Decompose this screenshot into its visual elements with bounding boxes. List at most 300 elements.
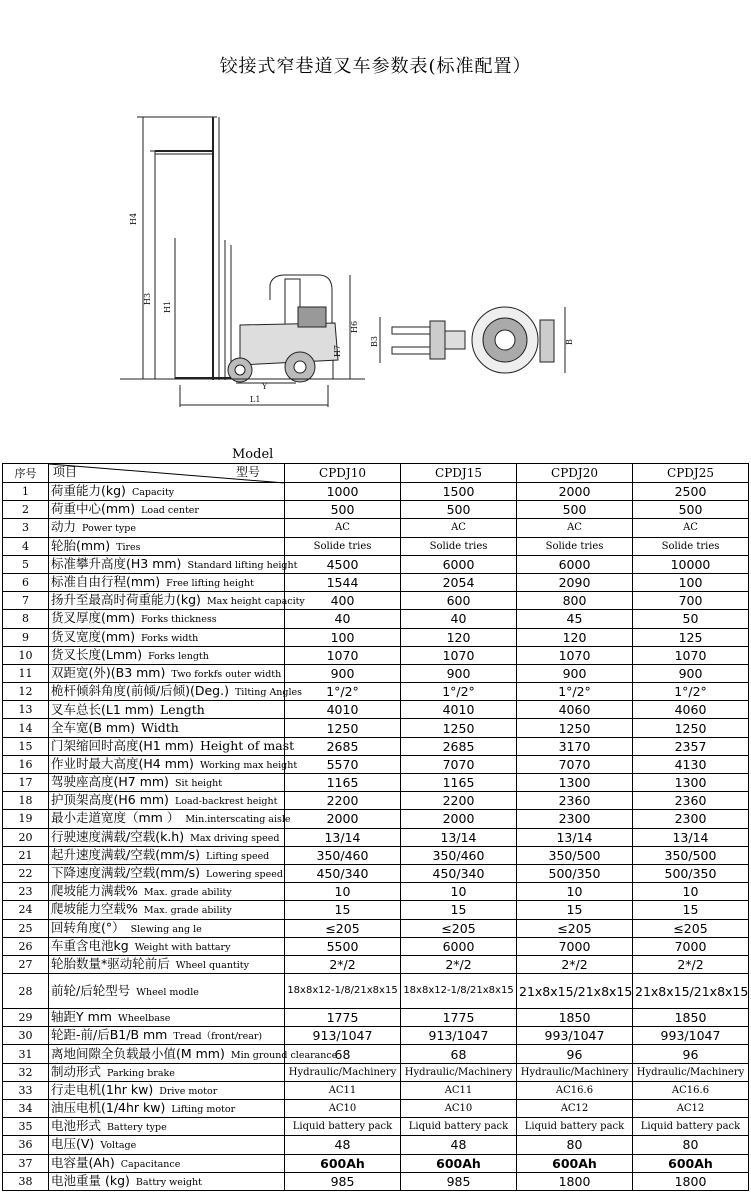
value-cell: AC11 [285,1081,401,1099]
row-number: 9 [3,628,49,646]
table-row [3,1045,749,1063]
row-number: 27 [3,955,49,973]
item-cn: 荷重能力(kg) [51,483,126,499]
row-item [49,610,285,628]
row-item [49,1154,285,1172]
row-item [49,755,298,773]
row-number: 8 [3,610,49,628]
value-cell: 993/1047 [633,1027,749,1045]
item-en: Wheel modle [136,986,199,998]
item-en: Lifting speed [206,850,270,862]
item-en: Voltage [100,1140,137,1152]
value-cell: Solide tries [401,537,517,555]
row-item [49,719,285,737]
table-row [3,719,749,737]
value-cell: 400 [285,592,401,610]
row-item [49,1118,285,1136]
value-cell: 120 [401,628,517,646]
item-cn: 叉车总长(L1 mm) [51,701,154,717]
item-cn: 油压电机(1/4hr kw) [51,1100,166,1116]
value-cell: AC [285,519,401,537]
value-cell: 1070 [285,646,401,664]
value-cell: 4130 [633,755,749,773]
value-cell: Liquid battery pack [517,1118,633,1136]
row-number: 7 [3,592,49,610]
value-cell: 900 [633,664,749,682]
value-cell: Hydraulic/Machinery [401,1063,517,1081]
item-cn: 制动形式 [51,1063,102,1079]
row-number: 15 [3,737,49,755]
row-item [49,937,285,955]
value-cell: 10 [517,883,633,901]
value-cell: Hydraulic/Machinery [517,1063,633,1081]
table-row [3,1009,749,1027]
item-en: Width [141,720,179,736]
value-cell: 4060 [633,701,749,719]
row-item [49,646,285,664]
item-en: Slewing ang le [130,923,202,935]
item-en: Sit height [174,778,223,790]
value-cell: 600Ah [633,1154,749,1172]
h1-label: H1 [163,300,172,313]
item-cn: 护顶架高度(H6 mm) [51,792,169,808]
table-row [3,610,749,628]
value-cell: 40 [401,610,517,628]
value-cell: 1°/2° [285,683,401,701]
value-cell: 3170 [517,737,633,755]
header-model-3: CPDJ20 [517,464,633,483]
table-row [3,646,749,664]
table-row [3,828,749,846]
table-row [3,664,749,682]
value-cell: 1250 [633,719,749,737]
row-number: 31 [3,1045,49,1063]
value-cell: 100 [633,573,749,591]
value-cell: 96 [517,1045,633,1063]
value-cell: AC12 [633,1100,749,1118]
value-cell: 2360 [517,792,633,810]
item-en: Min ground clearance [230,1049,338,1061]
value-cell: 350/460 [285,846,401,864]
item-en: Capacity [131,487,175,499]
header-model-2: CPDJ15 [401,464,517,483]
row-item [49,1027,285,1045]
value-cell: ≤205 [401,919,517,937]
item-cn: 电池重量 (kg) [51,1172,130,1188]
table-row [3,592,749,610]
value-cell: 2000 [285,810,401,828]
table-row [3,483,749,501]
value-cell: 1500 [401,483,517,501]
table-row [3,555,749,573]
row-number: 25 [3,919,49,937]
model-caption: Model [232,447,274,462]
table-row [3,792,749,810]
value-cell: 913/1047 [401,1027,517,1045]
value-cell: 600Ah [401,1154,517,1172]
item-en: Tilting Angles [234,687,303,699]
value-cell: 985 [285,1172,401,1190]
item-cn: 货叉宽度(mm) [51,628,136,644]
value-cell: 2300 [633,810,749,828]
value-cell: AC10 [401,1100,517,1118]
value-cell: 10 [401,883,517,901]
value-cell: 40 [285,610,401,628]
row-number: 13 [3,701,49,719]
value-cell: 10 [285,883,401,901]
value-cell: ≤205 [517,919,633,937]
value-cell: 2*/2 [401,955,517,973]
value-cell: ≤205 [633,919,749,937]
item-cn: 驾驶座高度(H7 mm) [51,774,169,790]
row-number: 17 [3,774,49,792]
item-cn: 回转角度(°） [51,919,125,935]
row-number: 5 [3,555,49,573]
table-row [3,864,749,882]
value-cell: 900 [401,664,517,682]
row-item [49,592,305,610]
table-row [3,737,749,755]
value-cell: 50 [633,610,749,628]
value-cell: Hydraulic/Machinery [285,1063,401,1081]
table-row [3,1063,749,1081]
table-row [3,1081,749,1099]
item-en: Max height capacity [206,596,305,608]
value-cell: 96 [633,1045,749,1063]
value-cell: 15 [285,901,401,919]
header-no: 序号 [3,464,49,483]
row-number: 24 [3,901,49,919]
row-item [49,792,285,810]
row-number: 22 [3,864,49,882]
row-number: 21 [3,846,49,864]
value-cell: 2054 [401,573,517,591]
row-number: 30 [3,1027,49,1045]
value-cell: 2*/2 [517,955,633,973]
item-cn: 轮距-前/后B1/B mm [51,1027,168,1043]
value-cell: 500 [285,501,401,519]
item-cn: 离地间隙全负载最小值(M mm) [51,1045,225,1061]
value-cell: Solide tries [285,537,401,555]
value-cell: 1070 [633,646,749,664]
value-cell: 15 [401,901,517,919]
table-row [3,919,749,937]
item-en: Length [160,701,205,717]
row-number: 19 [3,810,49,828]
row-item [49,1063,285,1081]
item-cn: 门架缩回时高度(H1 mm) [51,738,194,754]
value-cell: 6000 [517,555,633,573]
value-cell: 900 [517,664,633,682]
value-cell: 13/14 [401,828,517,846]
value-cell: 2357 [633,737,749,755]
value-cell: 500/350 [633,864,749,882]
item-cn: 最小走道宽度（mm ） [51,810,180,826]
item-cn: 双距宽(外)(B3 mm) [51,664,166,680]
value-cell: 4010 [401,701,517,719]
row-item [49,1136,285,1154]
value-cell: 1165 [285,774,401,792]
h7-label: H7 [333,344,342,357]
value-cell: AC10 [285,1100,401,1118]
item-en: Tread（front/rear) [173,1031,263,1043]
item-en: Free lifting height [166,578,254,590]
item-cn: 动力 [51,519,77,535]
item-en: Wheelbase [117,1013,171,1025]
value-cell: 1000 [285,483,401,501]
value-cell: 4500 [285,555,401,573]
value-cell: 1850 [633,1009,749,1027]
row-number: 14 [3,719,49,737]
item-cn: 桅杆倾斜角度(前倾/后倾)(Deg.) [51,683,229,699]
item-cn: 轮胎数量*驱动轮前后 [51,955,170,971]
row-item [49,955,285,973]
value-cell: 80 [633,1136,749,1154]
table-row [3,537,749,555]
value-cell: 985 [401,1172,517,1190]
value-cell: 1250 [517,719,633,737]
value-cell: 18x8x12-1/8/21x8x15 [401,974,517,1009]
value-cell: 7000 [517,937,633,955]
row-number: 10 [3,646,49,664]
h6-label: H6 [350,320,359,333]
value-cell: 120 [517,628,633,646]
value-cell: 1250 [401,719,517,737]
row-item [49,628,285,646]
item-en: Forks width [141,632,199,644]
item-en: Two forkfs outer width [171,668,282,680]
item-cn: 爬坡能力空载% [51,901,138,917]
value-cell: AC11 [401,1081,517,1099]
value-cell: AC [401,519,517,537]
row-number: 20 [3,828,49,846]
value-cell: 1850 [517,1009,633,1027]
item-cn: 作业时最大高度(H4 mm) [51,755,194,771]
row-number: 33 [3,1081,49,1099]
row-item [49,1081,285,1099]
row-number: 6 [3,573,49,591]
row-item [49,774,285,792]
value-cell: 1165 [401,774,517,792]
header-row [3,464,749,483]
item-cn: 电池形式 [51,1118,102,1134]
item-cn: 标准攀升高度(H3 mm) [51,555,182,571]
item-cn: 起升速度满载/空载(mm/s) [51,846,201,862]
value-cell: 5570 [285,755,401,773]
value-cell: Liquid battery pack [401,1118,517,1136]
item-en: Height of mast [199,738,295,754]
value-cell: Liquid battery pack [285,1118,401,1136]
table-row [3,846,749,864]
item-cn: 轴距Y mm [51,1009,112,1025]
item-en: Max driving speed [190,832,280,844]
table-row [3,974,749,1009]
row-item [49,519,285,537]
row-item [49,1009,285,1027]
table-row [3,1118,749,1136]
value-cell: 993/1047 [517,1027,633,1045]
item-cn: 爬坡能力满载% [51,883,138,899]
value-cell: 1775 [285,1009,401,1027]
value-cell: 48 [401,1136,517,1154]
row-number: 36 [3,1136,49,1154]
value-cell: 80 [517,1136,633,1154]
table-row [3,883,749,901]
item-en: Wheel quantity [175,959,249,971]
value-cell: AC16.6 [517,1081,633,1099]
item-cn: 轮胎(mm) [51,537,111,553]
item-cn: 货叉厚度(mm) [51,610,136,626]
value-cell: 5500 [285,937,401,955]
row-number: 12 [3,683,49,701]
row-item [49,919,285,937]
table-row [3,810,749,828]
table-row [3,519,749,537]
row-item [49,701,285,719]
value-cell: 13/14 [285,828,401,846]
row-item [49,683,303,701]
row-number: 2 [3,501,49,519]
value-cell: 2000 [517,483,633,501]
forklift-dimension-diagram [0,95,751,435]
value-cell: 4060 [517,701,633,719]
item-cn: 电压(V) [51,1136,95,1152]
item-en: Min.interscating aisle [185,814,291,826]
value-cell: 500 [517,501,633,519]
b-label: B [565,339,574,345]
row-item [49,901,285,919]
row-item [49,573,285,591]
value-cell: 7070 [517,755,633,773]
value-cell: 100 [285,628,401,646]
row-item [49,974,285,1009]
value-cell: 2300 [517,810,633,828]
item-en: Working max height [199,759,298,771]
item-cn: 货叉长度(Lmm) [51,646,143,662]
item-en: Load-backrest height [174,796,278,808]
value-cell: Liquid battery pack [633,1118,749,1136]
table-row [3,1100,749,1118]
item-en: Forks thickness [141,614,217,626]
value-cell: 1800 [517,1172,633,1190]
value-cell: AC [517,519,633,537]
h3-label: H3 [143,292,152,305]
row-item [49,555,298,573]
page-title: 铰接式窄巷道叉车参数表(标准配置） [219,56,532,77]
item-cn: 车重含电池kg [51,937,129,953]
value-cell: 2360 [633,792,749,810]
table-row [3,1136,749,1154]
item-en: Lowering speed [206,869,283,881]
value-cell: 2*/2 [285,955,401,973]
table-row [3,683,749,701]
item-cn: 荷重中心(mm) [51,501,136,517]
row-item [49,501,285,519]
item-cn: 电容量(Ah) [51,1154,115,1170]
row-number: 26 [3,937,49,955]
value-cell: 450/340 [401,864,517,882]
table-row [3,573,749,591]
item-cn: 扬升至最高时荷重能力(kg) [51,592,201,608]
item-en: Lifting motor [171,1104,236,1116]
value-cell: 13/14 [517,828,633,846]
value-cell: 6000 [401,937,517,955]
value-cell: 45 [517,610,633,628]
value-cell: 500 [633,501,749,519]
row-number: 35 [3,1118,49,1136]
value-cell: 700 [633,592,749,610]
value-cell: 600Ah [517,1154,633,1172]
header-item: 项目 [53,465,78,479]
value-cell: 1775 [401,1009,517,1027]
item-en: Standard lifting height [187,559,298,571]
value-cell: 1070 [517,646,633,664]
row-item [49,810,291,828]
row-number: 3 [3,519,49,537]
table-row [3,1172,749,1190]
row-number: 28 [3,974,49,1009]
item-cn: 标准自由行程(mm) [51,574,161,590]
value-cell: 2200 [285,792,401,810]
value-cell: 600Ah [285,1154,401,1172]
row-item [49,1045,338,1063]
table-row [3,937,749,955]
row-number: 29 [3,1009,49,1027]
row-item [49,846,285,864]
value-cell: 1070 [401,646,517,664]
item-cn: 行驶速度满载/空载(k.h) [51,828,185,844]
value-cell: 21x8x15/21x8x15 [633,974,749,1009]
value-cell: 21x8x15/21x8x15 [517,974,633,1009]
value-cell: 500 [401,501,517,519]
value-cell: 900 [285,664,401,682]
value-cell: 4010 [285,701,401,719]
value-cell: 1°/2° [633,683,749,701]
value-cell: 15 [633,901,749,919]
item-en: Max. grade ability [143,887,232,899]
table-row [3,1027,749,1045]
item-cn: 下降速度满载/空载(mm/s) [51,865,201,881]
row-number: 32 [3,1063,49,1081]
item-cn: 行走电机(1hr kw) [51,1081,154,1097]
value-cell: 1300 [633,774,749,792]
row-item [49,1172,285,1190]
value-cell: Solide tries [633,537,749,555]
row-number: 11 [3,664,49,682]
item-en: Drive motor [159,1085,218,1097]
value-cell: 2090 [517,573,633,591]
value-cell: AC16.6 [633,1081,749,1099]
h4-label: H4 [129,212,138,225]
value-cell: 125 [633,628,749,646]
value-cell: Solide tries [517,537,633,555]
value-cell: Hydraulic/Machinery [633,1063,749,1081]
value-cell: 2685 [401,737,517,755]
row-item [49,737,295,755]
value-cell: 600 [401,592,517,610]
value-cell: 350/460 [401,846,517,864]
value-cell: 7070 [401,755,517,773]
value-cell: 2200 [401,792,517,810]
value-cell: 15 [517,901,633,919]
item-en: Tires [116,541,141,553]
table-row [3,755,749,773]
row-number: 37 [3,1154,49,1172]
item-en: Battry weight [135,1176,202,1188]
value-cell: 1544 [285,573,401,591]
header-item-model [49,464,285,483]
value-cell: 48 [285,1136,401,1154]
